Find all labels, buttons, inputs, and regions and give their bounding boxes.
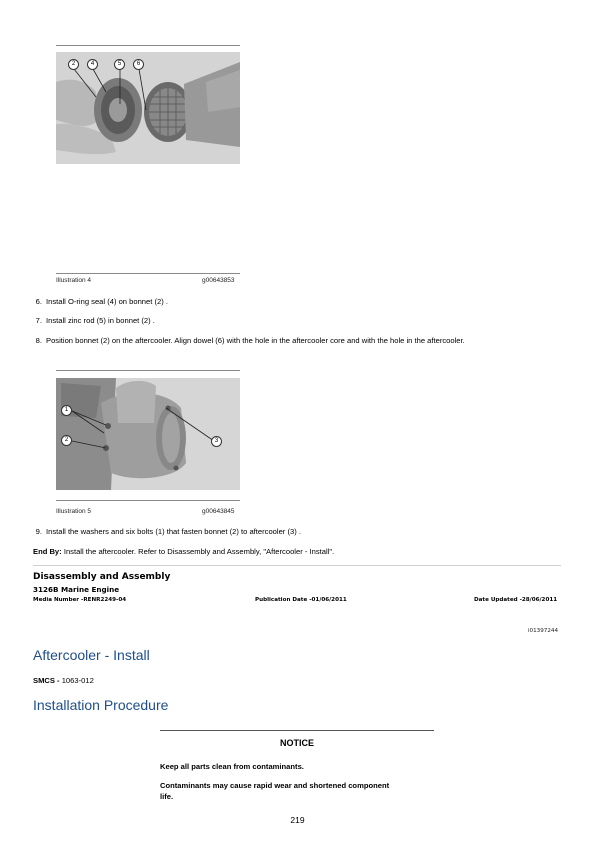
callout-4: 4 <box>87 59 98 70</box>
notice-heading: NOTICE <box>279 738 314 748</box>
step-6 <box>30 297 168 306</box>
step-text: Install O-ring seal (4) on bonnet (2) . <box>46 297 168 306</box>
figure1-caption-label: Illustration 4 <box>56 277 92 284</box>
step-text: Install zinc rod (5) in bonnet (2) . <box>46 316 155 325</box>
page-number: 219 <box>290 815 305 825</box>
callout-2: 2 <box>61 435 72 446</box>
step-number: 7. <box>35 316 42 325</box>
subsection-title: Installation Procedure <box>33 697 169 713</box>
doc-header-engine: 3126B Marine Engine <box>33 585 120 594</box>
section-title: Aftercooler - Install <box>33 647 150 663</box>
figure2-caption-label: Illustration 5 <box>56 508 92 515</box>
step-number: 6. <box>35 297 42 306</box>
doc-id: i01397244 <box>528 628 559 634</box>
doc-header-title: Disassembly and Assembly <box>33 572 171 582</box>
step-8 <box>30 336 465 345</box>
notice-line-2b: life. <box>160 792 174 801</box>
step-9 <box>30 527 301 536</box>
figure2-caption-code: g00643845 <box>202 508 235 515</box>
callout-3: 3 <box>211 436 222 447</box>
figure1-photo <box>56 52 240 164</box>
figure1-bottom-rule <box>56 273 240 274</box>
notice-line-1: Keep all parts clean from contaminants. <box>160 762 304 771</box>
callout-2: 2 <box>68 59 79 70</box>
figure2-top-rule <box>56 370 240 371</box>
section-divider <box>33 565 561 566</box>
callout-1: 1 <box>61 405 72 416</box>
doc-header-publication: Publication Date -01/06/2011 <box>255 597 347 603</box>
notice-top-rule <box>160 730 434 731</box>
end-by-label: End By: <box>33 547 62 556</box>
step-number: 9. <box>35 527 42 536</box>
notice-line-2a: Contaminants may cause rapid wear and shortened component <box>160 781 390 790</box>
step-7 <box>30 316 155 325</box>
callout-6: 6 <box>133 59 144 70</box>
smcs-value: 1063-012 <box>61 676 94 685</box>
step-text: Install the washers and six bolts (1) that fasten bonnet (2) to aftercooler (3) . <box>46 527 301 536</box>
doc-header-media: Media Number -RENR2249-04 <box>33 597 127 603</box>
callout-5: 5 <box>114 59 125 70</box>
end-by-text: Install the aftercooler. Refer to Disassembly and Assembly, "Aftercooler - Install". <box>63 547 335 556</box>
bonnet-seal-illustration <box>56 52 240 164</box>
step-text: Position bonnet (2) on the aftercooler. Align dowel (6) with the hole in the aftercooler core and with the hole in the aftercooler. <box>46 336 465 345</box>
figure1-top-rule <box>56 45 240 46</box>
end-by-line <box>33 547 334 556</box>
bonnet-bolts-illustration <box>56 378 240 490</box>
figure2-photo <box>56 378 240 490</box>
figure1-caption-code: g00643853 <box>202 277 235 284</box>
smcs-label: SMCS - <box>33 676 62 685</box>
doc-header-updated: Date Updated -28/06/2011 <box>474 597 558 603</box>
figure2-bottom-rule <box>56 500 240 501</box>
step-number: 8. <box>35 336 42 345</box>
smcs-line <box>33 676 94 685</box>
